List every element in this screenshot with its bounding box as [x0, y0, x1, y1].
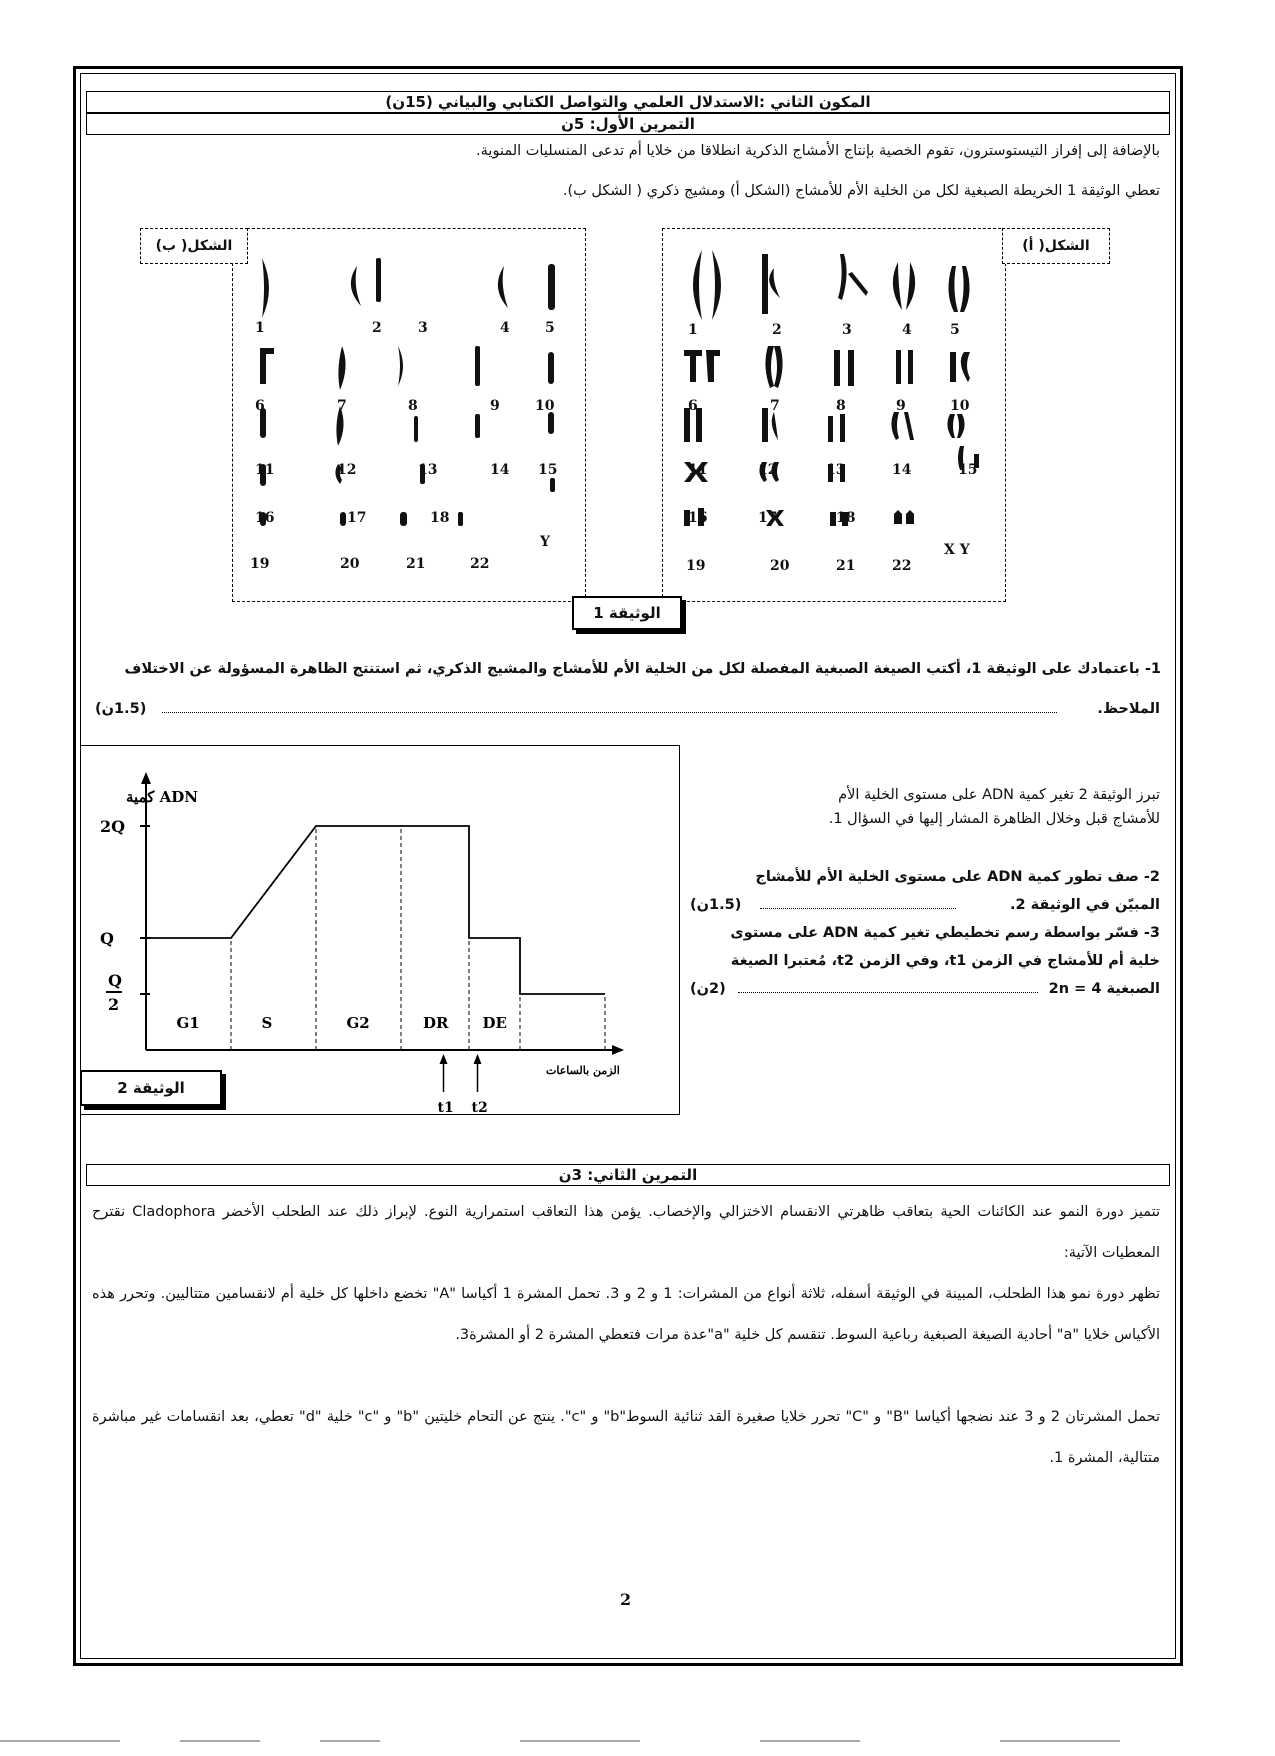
num-a-9: 9: [896, 398, 906, 414]
y-axis-title: كمية ADN: [126, 788, 198, 806]
x-axis-arrow: [612, 1045, 624, 1055]
answer-line-2: [760, 908, 956, 909]
num-a-8: 8: [836, 398, 846, 414]
question-3-points: (2ن): [690, 981, 726, 997]
chromosome-b-21: [400, 512, 407, 526]
question-3-line-1: 3- فسّر بواسطة رسم تخطيطي تغير كمية ADN على مستوى: [730, 925, 1160, 941]
num-a-11: 11: [688, 462, 708, 478]
num-a-18: 18: [836, 510, 856, 526]
question-2-line-2: المبيّن في الوثيقة 2.: [1009, 897, 1160, 913]
question-1-points: (1.5ن): [95, 701, 147, 717]
adn-chart: [80, 745, 680, 1115]
num-a-21: 21: [836, 558, 856, 574]
chromosome-a-4: [893, 262, 915, 310]
num-b-21: 21: [406, 556, 426, 572]
answer-line-3: [738, 992, 1038, 993]
exercise2-para-1: تتميز دورة النمو عند الكائنات الحية بتعاقب ظاهرتي الانقسام الاختزالي والإخصاب. يؤمن هذا التعاقب استمرارية النوع. لإبراز ذلك عند الطحلب الأخضر Cladophora نقترح المعطيات الآتية:: [92, 1204, 1160, 1261]
num-a-13: 13: [826, 462, 846, 478]
chromosome-b-y-extra: [550, 478, 555, 492]
answer-line-1: [162, 712, 1057, 713]
chromosome-a-14: [891, 412, 914, 440]
chromosome-a-1: [693, 250, 721, 320]
num-b-17: 17: [347, 510, 367, 526]
chromosome-a-15: [947, 414, 964, 438]
chromosome-a-10: [950, 352, 970, 382]
num-a-5: 5: [950, 322, 960, 338]
question-2-points: (1.5ن): [690, 897, 742, 913]
num-b-12: 12: [337, 462, 357, 478]
num-a-16: 16: [688, 510, 708, 526]
chromosome-a-7: [765, 346, 782, 388]
num-a-15: 15: [958, 462, 978, 478]
chromosome-a-5: [948, 266, 969, 312]
num-b-15: 15: [538, 462, 558, 478]
chromosome-b-9: [475, 346, 480, 386]
chromosome-a-2: [762, 254, 780, 314]
sex-a: X Y: [944, 542, 970, 558]
question-1-cont: الملاحظ.: [1097, 701, 1160, 717]
chromosome-b-7: [338, 346, 345, 390]
exercise2-para-2: تظهر دورة نمو هذا الطحلب، المبينة في الوثيقة أسفله، ثلاثة أنواع من المشرات: 1 و 2 و 3. تحمل المشرة 1 أكياسا "A" تخضع داخلها كل خلية أم لانقسامين متتاليين. وتحرر هذه الأكياس خلايا "a" أحادية الصيغة الصبغية رباعية السوط. تنقسم كل خلية "a"عدة مرات فتعطي المشرة 2 أو المشرة3.: [92, 1286, 1160, 1343]
num-a-17: 17: [758, 510, 778, 526]
num-a-20: 20: [770, 558, 790, 574]
num-a-4: 4: [902, 322, 912, 338]
num-a-3: 3: [842, 322, 852, 338]
chromosome-b-8: [398, 346, 403, 386]
chromosome-b-13: [414, 416, 418, 442]
chromosome-a-13: [828, 414, 845, 442]
exercise1-intro-2: تعطي الوثيقة 1 الخريطة الصبغية لكل من الخلية الأم للأمشاج (الشكل أ) ومشيج ذكري ( الشكل ب).: [562, 183, 1160, 199]
num-a-19: 19: [686, 558, 706, 574]
phase-label-DE: DE: [482, 1014, 507, 1032]
num-a-10: 10: [950, 398, 970, 414]
phase-label-DR: DR: [423, 1014, 449, 1032]
num-b-18: 18: [430, 510, 450, 526]
exercise1-intro-1: بالإضافة إلى إفراز التيستوسترون، تقوم الخصية بإنتاج الأمشاج الذكرية انطلاقا من خلايا أم تدعى المنسليات المنوية.: [476, 143, 1160, 159]
num-a-2: 2: [772, 322, 782, 338]
num-b-7: 7: [337, 398, 347, 414]
num-a-1: 1: [688, 322, 698, 338]
y-axis-arrow: [141, 772, 151, 784]
num-b-5: 5: [545, 320, 555, 336]
y-tick-label-1: Q: [100, 929, 114, 948]
component-title: المكون الثاني :الاستدلال العلمي والتواصل الكتابي والبياني (15ن): [86, 91, 1170, 113]
chromosome-b-2: [351, 266, 361, 306]
chromosome-a-22: [894, 510, 914, 524]
doc2-label: الوثيقة 2: [80, 1070, 222, 1106]
chromosome-b-6: [260, 348, 274, 384]
doc2-intro-2: للأمشاج قبل وخلال الظاهرة المشار إليها في السؤال 1.: [828, 811, 1160, 827]
y-tick-label-2: Q: [108, 971, 122, 990]
x-axis-title: الزمن بالساعات: [546, 1064, 620, 1077]
adn-curve: [146, 826, 605, 994]
exercise1-title: التمرين الأول: 5ن: [86, 113, 1170, 135]
y-tick-label-0: 2Q: [100, 817, 126, 836]
question-1: 1- باعتمادك على الوثيقة 1، أكتب الصيغة الصبغية المفصلة لكل من الخلية الأم للأمشاج والمشيج الذكري، ثم استنتج الظاهرة المسؤولة عن الاختلاف: [124, 661, 1161, 677]
exercise2-title: التمرين الثاني: 3ن: [86, 1164, 1170, 1186]
chromosome-b-3: [376, 258, 381, 302]
chromosome-a-9: [896, 350, 913, 384]
question-3-line-3: الصبغية 2n = 4: [1048, 981, 1160, 997]
num-b-2: 2: [372, 320, 382, 336]
chromosome-b-15: [548, 412, 554, 434]
phase-label-S: S: [261, 1014, 273, 1032]
num-b-22: 22: [470, 556, 490, 572]
sex-b: Y: [540, 534, 550, 550]
chromosome-b-1: [262, 258, 269, 318]
exercise2-para-3: تحمل المشرتان 2 و 3 عند نضجها أكياسا "B" و "C" تحرر خلايا صغيرة القد ثنائية السوط"b" و "c". ينتج عن التحام خليتين "b" و "c" خلية "d" تعطي، بعد انقسامات غير مباشرة متتالية، المشرة 1.: [92, 1409, 1161, 1466]
num-b-6: 6: [255, 398, 265, 414]
chromosome-b-4: [498, 266, 508, 308]
num-a-12: 12: [758, 462, 778, 478]
chromosome-a-3: [838, 254, 868, 300]
chromosome-b-5: [548, 264, 555, 310]
num-b-9: 9: [490, 398, 500, 414]
num-b-16: 16: [255, 510, 275, 526]
num-b-10: 10: [535, 398, 555, 414]
num-b-4: 4: [500, 320, 510, 336]
figure-b-label: الشكل( ب): [140, 228, 248, 264]
doc2-intro-1: تبرز الوثيقة 2 تغير كمية ADN على مستوى الخلية الأم: [838, 787, 1160, 803]
chromosome-b-10: [548, 352, 554, 384]
y-tick-label-denom: 2: [108, 995, 120, 1014]
page-number: 2: [620, 1590, 632, 1609]
chromosome-b-20: [340, 512, 346, 526]
figure-a-label: الشكل( أ): [1002, 228, 1110, 264]
chromosome-a-6: [684, 350, 720, 382]
num-a-7: 7: [770, 398, 780, 414]
num-b-11: 11: [255, 462, 275, 478]
num-b-3: 3: [418, 320, 428, 336]
phase-label-G2: G2: [346, 1014, 370, 1032]
bottom-scan-marks: [0, 1740, 1275, 1742]
num-b-19: 19: [250, 556, 270, 572]
marker-label-t2: t2: [471, 1100, 488, 1115]
chromosome-b-14: [475, 414, 480, 438]
num-b-20: 20: [340, 556, 360, 572]
num-a-6: 6: [688, 398, 698, 414]
num-a-14: 14: [892, 462, 912, 478]
chromosome-a-8: [834, 350, 854, 386]
marker-head-t2: [474, 1054, 482, 1064]
num-a-22: 22: [892, 558, 912, 574]
num-b-13: 13: [418, 462, 438, 478]
question-2-line-1: 2- صف تطور كمية ADN على مستوى الخلية الأم للأمشاج: [755, 869, 1160, 885]
marker-label-t1: t1: [437, 1100, 454, 1115]
num-b-14: 14: [490, 462, 510, 478]
karyotype-b: [232, 228, 586, 602]
num-b-1: 1: [255, 320, 265, 336]
num-b-8: 8: [408, 398, 418, 414]
doc1-label: الوثيقة 1: [572, 596, 682, 630]
marker-head-t1: [440, 1054, 448, 1064]
chromosome-b-22: [458, 512, 463, 526]
question-3-line-2: خلية أم للأمشاج في الزمن t1، وفي الزمن t2، مُعتبرا الصيغة: [730, 953, 1160, 969]
phase-label-G1: G1: [176, 1014, 200, 1032]
